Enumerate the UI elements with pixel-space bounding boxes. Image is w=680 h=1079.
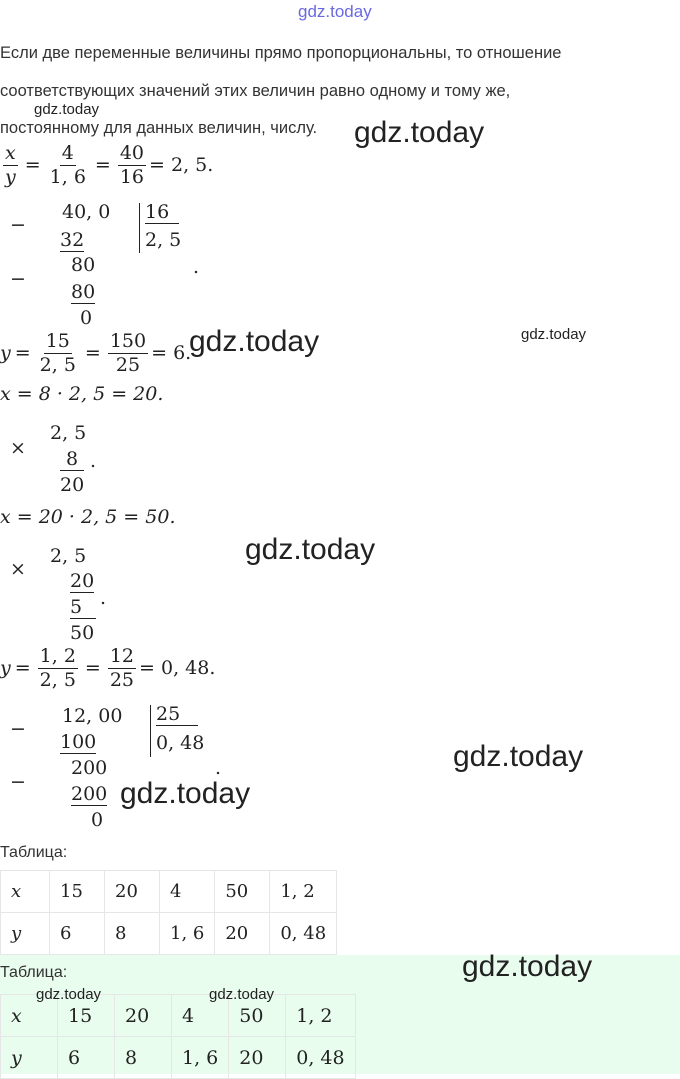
intro-line-2: соответствующих значений этих величин равно одному и тому же, (0, 82, 511, 100)
top-watermark: gdz.today (298, 2, 372, 21)
intro-line-3: постоянному для данных величин, числу. (0, 119, 318, 137)
watermark-small: gdz.today (209, 986, 275, 1003)
equation-x-1: x = 8 · 2, 5 = 20. (0, 383, 164, 405)
equation-ratio: $\frac{x}{y}$ = $\frac{4}{1, 6}$ = $\frac{40}{16}$ = 2, 5. (5, 142, 214, 188)
watermark-large: gdz.today (189, 325, 320, 358)
table-label: Таблица: (0, 844, 68, 861)
equation-y-1: y = $\frac{15}{2, 5}$ = $\frac{150}{25}$ = 6. (0, 330, 192, 376)
watermark-large: gdz.today (245, 533, 376, 566)
table-row: x 15 20 4 50 1, 2 (1, 871, 337, 913)
table-row: y 6 8 1, 6 20 0, 48 (1, 913, 337, 955)
watermark-large: gdz.today (354, 116, 485, 149)
table-label: Таблица: (0, 964, 68, 981)
equation-x-2: x = 20 · 2, 5 = 50. (0, 506, 176, 528)
watermark-small: gdz.today (521, 326, 587, 343)
watermark-large: gdz.today (120, 777, 251, 810)
table-row: y 6 8 1, 6 20 0, 48 (1, 1037, 356, 1079)
watermark-large: gdz.today (453, 740, 584, 773)
equation-y-2: y = $\frac{1, 2}{2, 5}$ = $\frac{12}{25}$ = 0, 48. (0, 645, 216, 691)
watermark-small: gdz.today (36, 986, 102, 1003)
watermark-small: gdz.today (34, 101, 100, 118)
table-row: x 15 20 4 50 1, 2 (1, 995, 356, 1037)
intro-line-1: Если две переменные величины прямо пропорциональны, то отношение (0, 44, 562, 62)
values-table (0, 870, 337, 955)
watermark-large: gdz.today (462, 950, 593, 983)
values-table-answer (0, 994, 356, 1079)
